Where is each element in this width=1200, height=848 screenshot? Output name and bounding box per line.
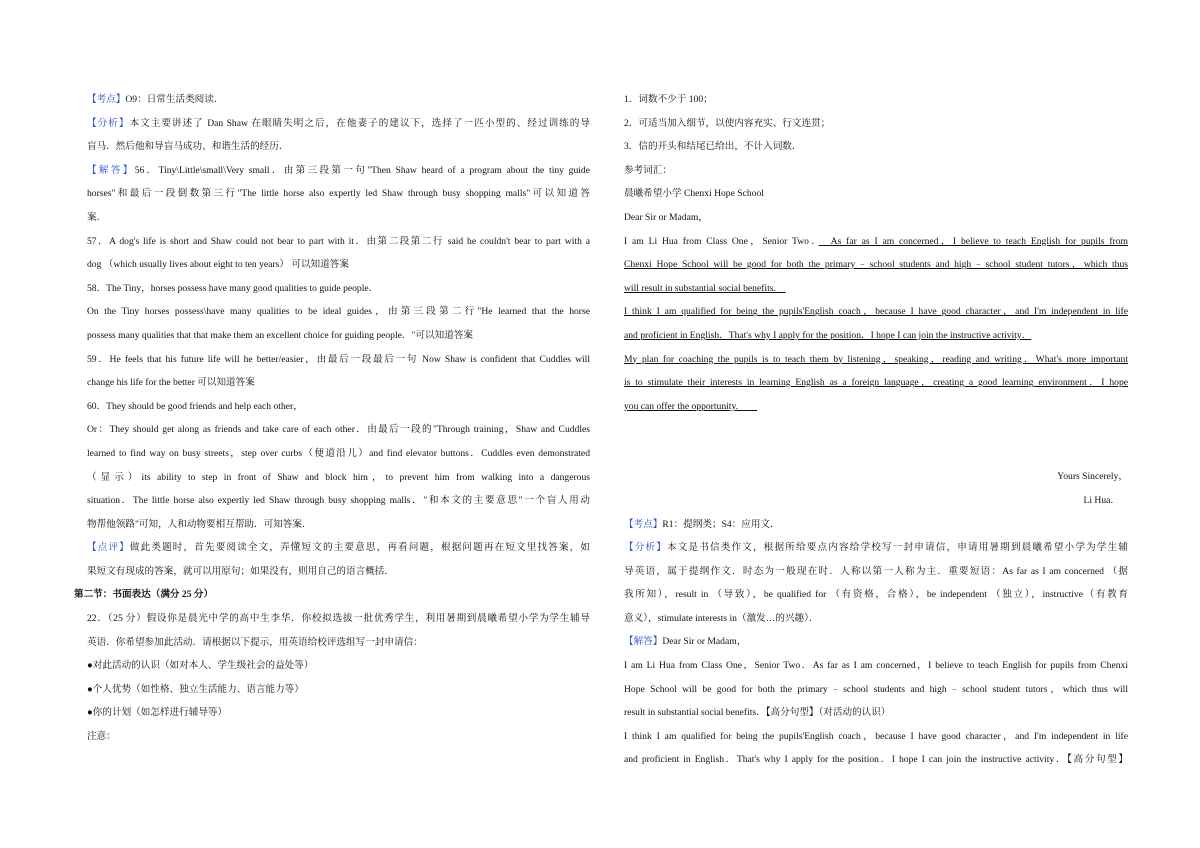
blank-gap	[624, 418, 1128, 465]
q58-line-2: On the Tiny horses possess\have many qualities to be ideal guides，由第三段第二行"He learned that the horse	[87, 306, 590, 318]
r-kaodian-text: R1：提纲类；S4：应用文．	[662, 518, 780, 530]
q57-line-1: 57．A dog's life is short and Shaw could not bear to part with it．由第二段第二行 said he couldn't bear to part with a	[87, 235, 590, 247]
letter-para2-line-2: and proficient in English．That's why I apply for the position．I hope I can join the instructive activity．	[624, 329, 1032, 341]
letter-salutation: Dear Sir or Madam，	[624, 211, 708, 223]
letter-para3-line-2: is to stimulate their interests in learning English as a foreign language，creating a good learning environment．I hope	[624, 377, 1128, 389]
letter-para1-intro: I am Li Hua from Class One，Senior Two．	[624, 235, 819, 247]
dianping-line-1	[87, 536, 590, 560]
r-fenxi-text-1: 本文是书信类作文，根据所给要点内容给学校写一封申请信，申请用暑期到晨曦希望小学为学生辅	[667, 542, 1128, 554]
q59-line-2: change his life for the better 可以知道答案	[87, 377, 255, 389]
letter-para3-line-3: you can offer the opportunity.	[624, 400, 758, 412]
r-fenxi-tag: 【分析】	[624, 542, 667, 554]
r-fenxi-line-3: 我所知），result in （导致），be qualified for （有资格，合格），be independent （独立），instructive（有教育	[624, 589, 1128, 601]
q22-line-2: 英语．你希望参加此活动．请根据以下提示，用英语给校评选组写一封申请信：	[87, 636, 423, 648]
q60-line-5: situation．The little horse also expertly led Shaw through busy shopping malls．"和本文的主要意思"一个盲人用动	[87, 495, 590, 507]
dianping-text-1: 做此类题时，首先要阅读全文，弄懂短文的主要意思，再看问题，根据问题再在短文里找答案，如	[129, 542, 590, 554]
vocab-label: 参考词汇：	[624, 164, 672, 176]
answer-line-1: I am Li Hua from Class One，Senior Two．As far as I am concerned，I believe to teach English for pupils from Chenxi	[624, 660, 1128, 672]
kaodian-tag: 【考点】	[87, 94, 126, 105]
q60-line-1: 60．They should be good friends and help each other，	[87, 400, 303, 412]
q60-line-2: Or：They should get along as friends and take care of each other．由最后一段的"Through training，Shaw and Cuddles	[87, 424, 590, 436]
answer-line-2: Hope School will be good for both the primary﹣school students and high﹣school student tutors，which thus will	[624, 683, 1128, 695]
r-fenxi-line-4: 意义），stimulate interests in（激发…的兴趣）．	[624, 612, 819, 624]
vocab-school: 晨曦希望小学 Chenxi Hope School	[624, 188, 764, 200]
bullet-3: ●你的计划（如怎样进行辅导等）	[87, 707, 228, 719]
answer-line-5: and proficient in English．That's why I apply for the position．I hope I can join the instructive activity．【高分句型】	[624, 754, 1128, 766]
jieda-tag: 【解答】	[87, 164, 135, 176]
q60-line-3: learned to find way on busy streets，step over curbs（便道沿儿）and find elevator buttons．Cuddles even demonstrated	[87, 447, 590, 459]
letter-para2-line-1: I think I am qualified for being the pupils'English coach，because I have good character，and I'm independent in life	[624, 306, 1128, 318]
letter-para1-line-3: will result in substantial social benefits.	[624, 282, 786, 294]
fenxi-line-1	[87, 112, 590, 136]
bullet-1: ●对此活动的认识（如对本人、学生级社会的益处等）	[87, 660, 314, 672]
r-fenxi-line-2: 导英语，属于提纲作文．时态为一般现在时．人称以第一人称为主．重要短语：As far as I am concerned （据	[624, 565, 1128, 577]
jieda-line-2: horses"和最后一段倒数第三行"The little horse also expertly led Shaw through busy shopping malls"可以知道答	[87, 188, 590, 200]
note-2: 2．可适当加入细节，以使内容充实、行文连贯；	[624, 117, 831, 129]
q22-line-1: 22．（25 分）假设你是晨光中学的高中生李华．你校拟选拔一批优秀学生，利用暑期到晨曦希望小学为学生辅导	[87, 613, 590, 625]
left-column	[74, 88, 590, 749]
note-3: 3．信的开头和结尾已给出，不计入词数．	[624, 141, 802, 153]
dianping-tag: 【点评】	[87, 542, 130, 554]
fenxi-text-1: 本文主要讲述了 Dan Shaw 在眼睛失明之后，在他妻子的建议下，选择了一匹小型的、经过训练的导	[129, 117, 590, 129]
right-column	[624, 88, 1128, 772]
bullet-2: ●个人优势（如性格、独立生活能力、语言能力等）	[87, 683, 304, 695]
letter-signature: Li Hua．	[1083, 494, 1120, 506]
letter-para1-line-2: Chenxi Hope School will be good for both the primary﹣school students and high﹣school student tutors，which thus	[624, 259, 1128, 271]
fenxi-line-2: 盲马．然后他和导盲马成功、和谐生活的经历．	[87, 141, 289, 153]
q57-line-2: dog （which usually lives about eight to ten years） 可以知道答案	[87, 259, 349, 271]
section2-title: 第二节：书面表达（满分 25 分）	[74, 589, 214, 601]
jieda-text-1: 56．Tiny\Little\small\Very small．由第三段第一句"Then Shaw heard of a program about the tiny guide	[134, 164, 590, 176]
r-jieda-tag: 【解答】	[624, 636, 663, 648]
kaodian-text: O9：日常生活类阅读．	[125, 94, 224, 105]
q58-line-1: 58．The Tiny，horses possess have many good qualities to guide people．	[87, 282, 379, 294]
notice-label: 注意：	[87, 731, 116, 743]
answer-line-4: I think I am qualified for being the pupils'English coach，because I have good character，and I'm independent in life	[624, 730, 1128, 742]
letter-closing: Yours Sincerely，	[1057, 471, 1128, 483]
r-kaodian-tag: 【考点】	[624, 518, 663, 530]
r-jieda-salutation: Dear Sir or Madam，	[662, 636, 747, 648]
kaodian-line	[87, 88, 590, 112]
q60-line-4: （显示）its ability to step in front of Shaw and block him，to prevent him from walking into a dangerous	[87, 471, 590, 483]
answer-line-3: result in substantial social benefits．【高分句型】（对活动的认识）	[624, 707, 891, 719]
r-fenxi-line-1	[624, 536, 1128, 560]
jieda-line-1	[87, 159, 590, 183]
q60-line-6: 物帮他领路"可知，人和动物要相互帮助．可知答案．	[87, 518, 312, 530]
fenxi-tag: 【分析】	[87, 117, 130, 129]
jieda-line-3: 案．	[87, 211, 107, 223]
q58-line-3: possess many qualities that that make them an excellent choice for guiding people．"可以知道答案	[87, 329, 473, 341]
note-1: 1．词数不少于 100；	[624, 94, 713, 105]
q59-line-1: 59．He feels that his future life will he better/easier，由最后一段最后一句 Now Shaw is confident that Cuddles will	[87, 353, 590, 365]
dianping-line-2: 果短文有现成的答案，就可以用原句；如果没有，则用自己的语言概括．	[87, 565, 394, 577]
letter-para3-line-1: My plan for coaching the pupils is to teach them by listening，speaking，reading and writing．What's more important	[624, 353, 1128, 365]
letter-para1-line-1	[624, 230, 1128, 254]
r-kaodian-line	[624, 513, 1128, 537]
letter-para1-underlined: As far as I am concerned，I believe to teach English for pupils from	[818, 235, 1128, 247]
r-jieda-line	[624, 630, 1128, 654]
